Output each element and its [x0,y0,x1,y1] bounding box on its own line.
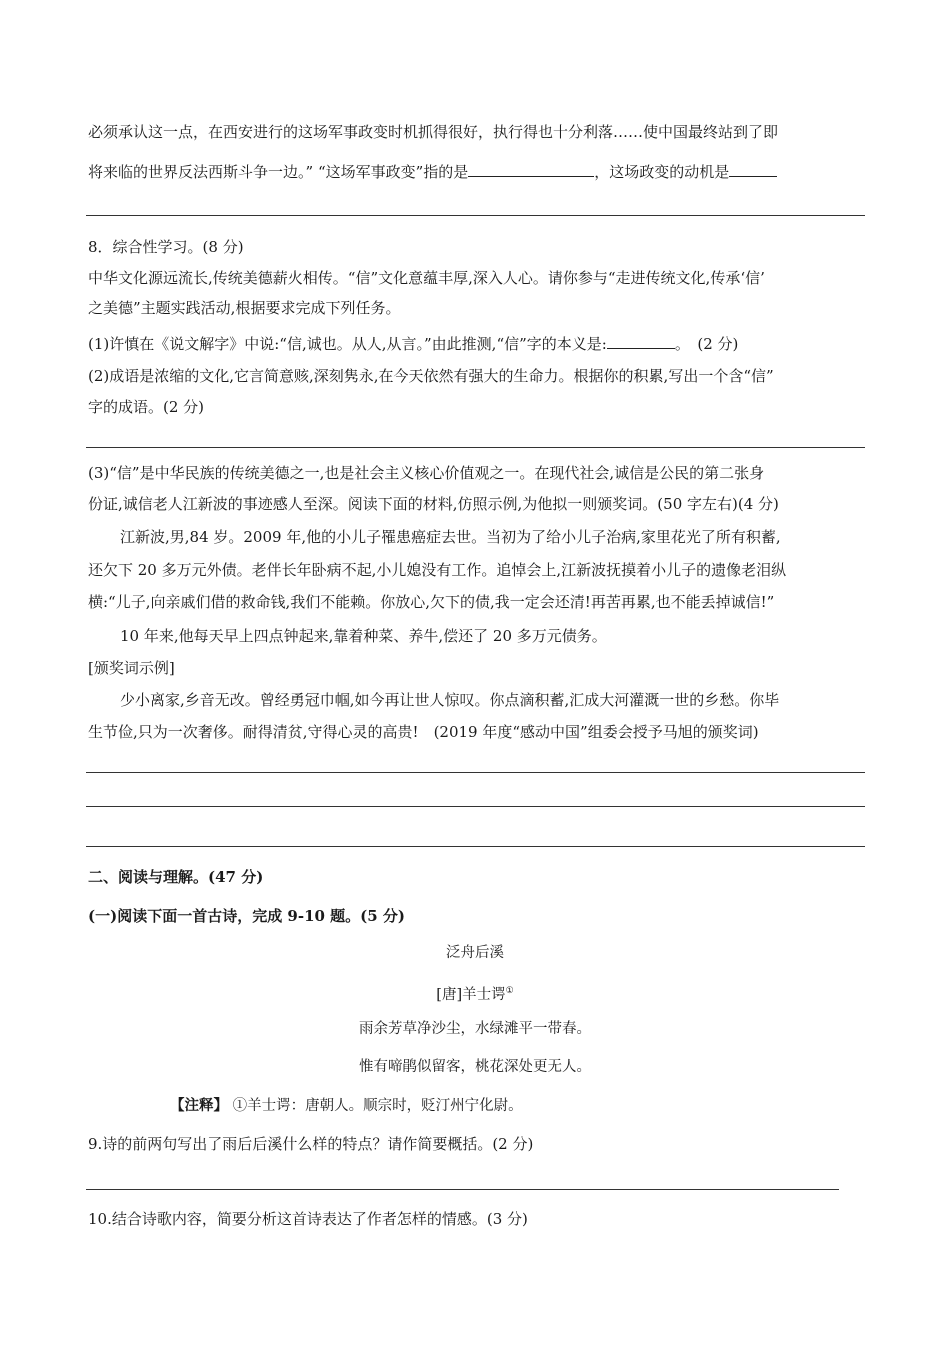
poem-author-note-mark: ① [505,986,514,996]
q8-material-line3: 横:“儿子,向亲戚们借的救命钱,我们不能赖。你放心,欠下的债,我一定会还清!再苦再累,也不能丢掉诚信!” [88,593,775,611]
q8-sub3-answer-line-3[interactable] [86,846,865,847]
q7-text-line2 [88,160,777,182]
q8-intro-line1: 中华文化源远流长,传统美德薪火相传。“信”文化意蕴丰厚,深入人心。请你参与“走进传统文化,传承‘信’ [88,269,765,287]
q8-example-line2: 生节俭,只为一次奢侈。耐得清贫,守得心灵的高贵! (2019 年度“感动中国”组委会授予马旭的颁奖词) [88,723,759,741]
q7-answer-blank-2[interactable] [729,160,777,177]
poem-author-text: [唐]羊士谔 [436,986,506,1003]
q10-text: 10.结合诗歌内容，简要分析这首诗表达了作者怎样的情感。(3 分) [88,1210,528,1228]
q7-text-line1: 必须承认这一点，在西安进行的这场军事政变时机抓得很好，执行得也十分利落……使中国最终站到了即 [88,123,779,141]
section2-part1-title: (一)阅读下面一首古诗，完成 9-10 题。(5 分) [88,907,406,925]
q8-example-label: [颁奖词示例] [88,659,175,677]
q7-line2-part-a: 将来临的世界反法西斯斗争一边。” “这场军事政变”指的是 [88,163,469,181]
q7-answer-blank-1[interactable] [468,160,594,177]
q8-sub2-line1: (2)成语是浓缩的文化,它言简意赅,深刻隽永,在今天依然有强大的生命力。根据你的积累,写出一个含“信” [88,367,774,385]
q8-sub2-answer-line[interactable] [86,447,865,448]
section2-title: 二、阅读与理解。(47 分) [88,868,264,886]
q8-sub1-text: (1)许慎在《说文解字》中说:“信,诚也。从人,从言。”由此推测,“信”字的本义是: [88,335,607,353]
q8-sub3-answer-line-2[interactable] [86,806,865,807]
q8-title: 8．综合性学习。(8 分) [88,238,244,256]
q8-material-line1: 江新波,男,84 岁。2009 年,他的小儿子罹患癌症去世。当初为了给小儿子治病,家里花光了所有积蓄, [120,528,781,546]
q8-sub1-answer-blank[interactable] [607,332,675,349]
poem-line2: 惟有啼鹃似留客，桃花深处更无人。 [359,1059,591,1075]
q9-text: 9.诗的前两句写出了雨后后溪什么样的特点？请作简要概括。(2 分) [88,1135,534,1153]
q8-sub1 [88,332,738,354]
q7-answer-line[interactable] [86,215,865,216]
poem-line1: 雨余芳草净沙尘，水绿滩平一带春。 [359,1021,591,1037]
q8-sub3-line2: 份证,诚信老人江新波的事迹感人至深。阅读下面的材料,仿照示例,为他拟一则颁奖词。(50 字左右)(4 分) [88,495,779,513]
q8-intro-line2: 之美德”主题实践活动,根据要求完成下列任务。 [88,299,401,317]
q8-sub1-score: 。 (2 分) [674,335,739,353]
q9-answer-line[interactable] [86,1189,839,1190]
q8-material-line4: 10 年来,他每天早上四点钟起来,靠着种菜、养牛,偿还了 20 多万元债务。 [120,627,607,645]
poem-note-label: 【注释】 [170,1097,228,1114]
q8-example-line1: 少小离家,乡音无改。曾经勇冠巾帼,如今再让世人惊叹。你点滴积蓄,汇成大河灌溉一世的乡愁。你毕 [120,691,780,709]
poem-note-text: ①羊士谔：唐朝人。顺宗时，贬汀州宁化尉。 [232,1098,523,1114]
q8-sub3-answer-line-1[interactable] [86,772,865,773]
q8-sub3-line1: (3)“信”是中华民族的传统美德之一,也是社会主义核心价值观之一。在现代社会,诚信是公民的第二张身 [88,464,765,482]
q8-material-line2: 还欠下 20 多万元外债。老伴长年卧病不起,小儿媳没有工作。追悼会上,江新波抚摸着小儿子的遗像老泪纵 [88,561,787,579]
q8-sub2-line2: 字的成语。(2 分) [88,398,205,416]
poem-title: 泛舟后溪 [446,945,504,961]
poem-note [170,1096,523,1116]
poem-author [0,981,950,1005]
q7-line2-part-b: ，这场政变的动机是 [594,163,730,181]
